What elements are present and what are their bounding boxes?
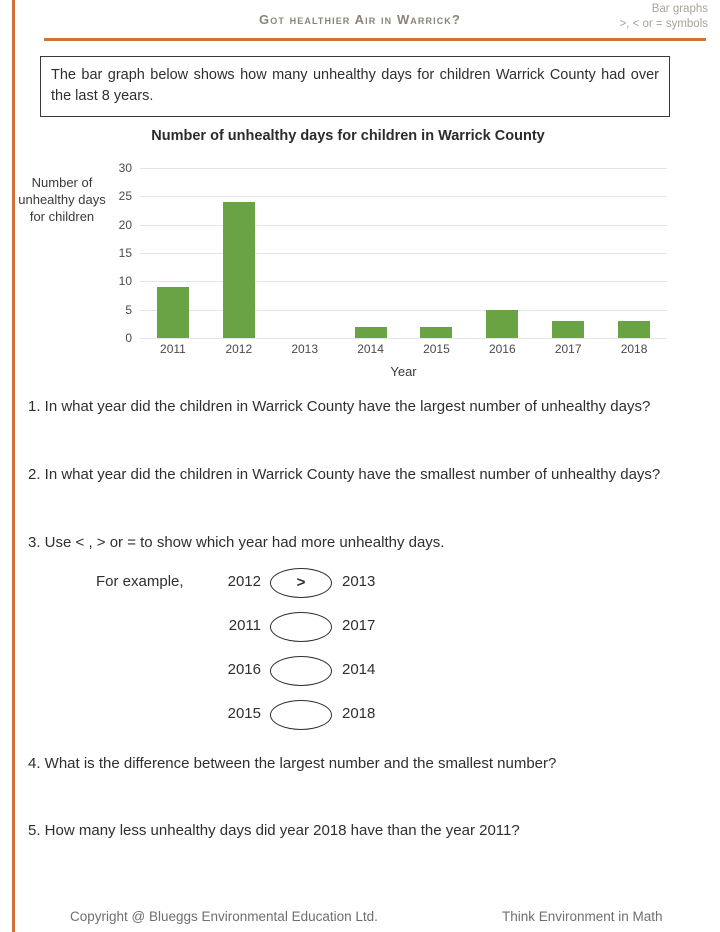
chart-bar xyxy=(618,321,650,338)
chart-gridline xyxy=(125,331,667,345)
comparison-right-year: 2018 xyxy=(342,705,376,722)
chart-x-tick-label: 2017 xyxy=(554,342,582,356)
comparison-left-year: 2016 xyxy=(227,661,261,678)
chart-bar xyxy=(552,321,584,338)
chart-plot-area xyxy=(118,161,667,345)
chart-x-axis-label: Year xyxy=(390,364,417,379)
chart-bar xyxy=(355,327,387,338)
chart-gridline xyxy=(118,161,667,175)
header-title: Got healthier Air in Warrick? xyxy=(259,12,461,27)
chart-gridline xyxy=(118,274,667,289)
comparison-row xyxy=(90,700,490,744)
header-topic xyxy=(619,2,708,32)
comparison-left-year: 2015 xyxy=(227,705,261,722)
comparison-row xyxy=(90,568,490,612)
comparison-row xyxy=(90,612,490,656)
question-4: 4. What is the difference between the largest number and the smallest number? xyxy=(28,755,557,772)
chart-x-tick-label: 2014 xyxy=(357,342,384,356)
chart-gridline xyxy=(118,246,667,260)
chart-gridline xyxy=(118,217,667,232)
chart-y-axis-label: Number of unhealthy days for children xyxy=(18,175,106,224)
chart-bar xyxy=(157,287,189,338)
chart-y-tick-label: 15 xyxy=(118,246,132,260)
header-topic-line1: Bar graphs xyxy=(651,3,708,15)
chart-y-tick-label: 0 xyxy=(125,331,132,345)
chart-x-tick-label: 2012 xyxy=(225,342,253,356)
chart-x-tick-label: 2011 xyxy=(160,342,186,356)
chart-y-tick-label: 5 xyxy=(125,302,132,317)
question-2: 2. In what year did the children in Warrick County have the smallest number of unhealthy days? xyxy=(28,466,661,483)
chart-x-tick-label: 2018 xyxy=(620,342,648,356)
chart-title: Number of unhealthy days for children in Warrick County xyxy=(151,128,545,144)
chart-y-tick-label: 20 xyxy=(118,217,132,232)
comparison-right-year: 2017 xyxy=(342,617,376,634)
comparison-left-year: 2011 xyxy=(228,617,261,634)
comparison-right-year: 2013 xyxy=(342,573,376,590)
chart-bar xyxy=(420,327,452,338)
comparison-symbol-oval[interactable] xyxy=(270,612,332,642)
comparison-symbol-oval[interactable] xyxy=(270,656,332,686)
comparison-left-year: 2012 xyxy=(227,573,261,590)
comparison-symbol-oval[interactable]: > xyxy=(270,568,332,598)
chart-y-tick-label: 10 xyxy=(118,274,132,289)
chart-y-tick-label: 25 xyxy=(118,189,132,204)
chart-x-tick-label: 2016 xyxy=(488,342,516,356)
chart-bar xyxy=(486,310,518,338)
chart-x-tick-label: 2013 xyxy=(291,342,319,356)
header-accent-rule xyxy=(44,38,706,41)
question-1: 1. In what year did the children in Warrick County have the largest number of unhealthy days? xyxy=(28,398,651,415)
header-topic-line2: >, < or = symbols xyxy=(619,18,708,30)
chart-x-tick-label: 2015 xyxy=(423,342,450,356)
comparison-right-year: 2014 xyxy=(342,661,376,678)
example-label: For example, xyxy=(96,573,184,590)
chart-bar xyxy=(223,202,255,338)
question-3: 3. Use < , > or = to show which year had more unhealthy days. xyxy=(28,534,445,551)
chart-y-tick-label: 30 xyxy=(118,161,132,175)
comparison-rows xyxy=(90,568,490,744)
footer-tagline: Think Environment in Math xyxy=(502,909,663,924)
question-5: 5. How many less unhealthy days did year 2018 have than the year 2011? xyxy=(28,822,520,839)
bar-chart xyxy=(0,120,720,390)
comparison-symbol-oval[interactable] xyxy=(270,700,332,730)
intro-box: The bar graph below shows how many unhealthy days for children Warrick County had over the last 8 years. xyxy=(40,56,670,117)
footer-copyright: Copyright @ Blueggs Environmental Education Ltd. xyxy=(70,909,378,924)
chart-gridline xyxy=(118,189,667,204)
page-header xyxy=(0,0,720,44)
comparison-row xyxy=(90,656,490,700)
chart-gridline xyxy=(125,302,667,317)
